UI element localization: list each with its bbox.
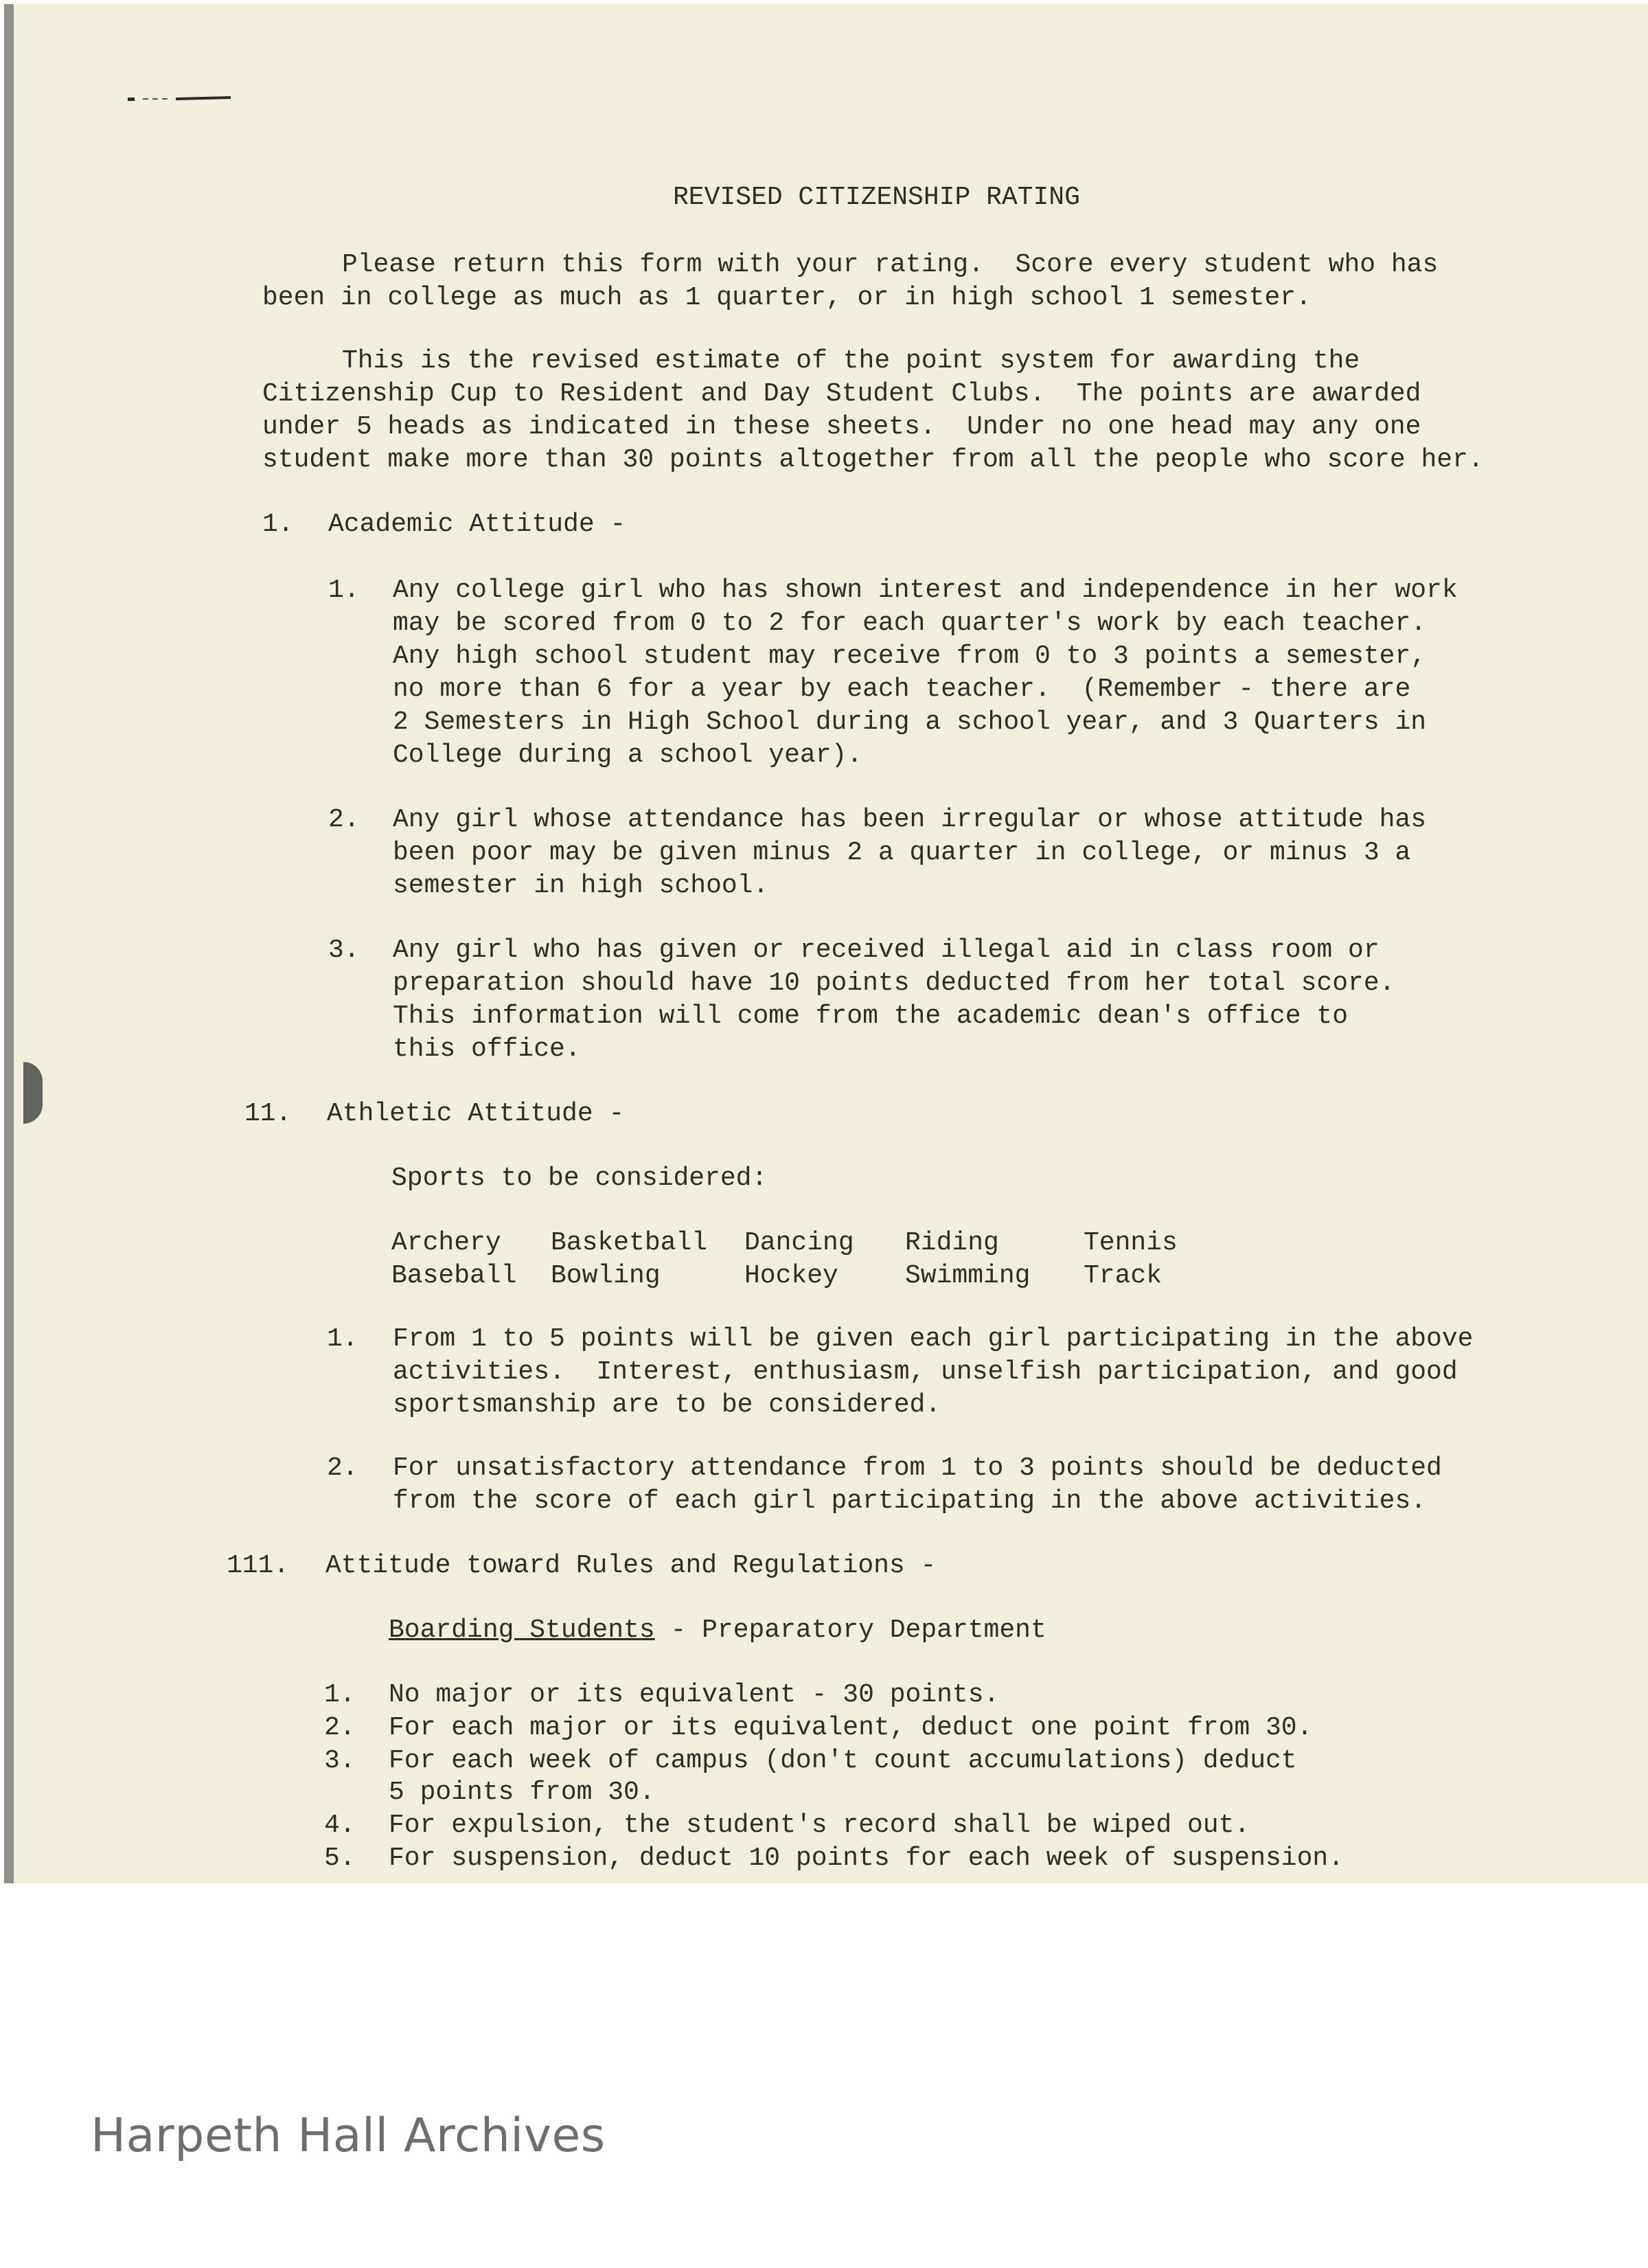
sport-name: Bowling (551, 1261, 661, 1291)
sport-name: Tennis (1084, 1228, 1178, 1258)
sport-name: Swimming (905, 1261, 1031, 1291)
item-line: semester in high school. (393, 871, 769, 900)
item-line: No major or its equivalent - 30 points. (389, 1680, 1000, 1710)
item-line: College during a school year). (393, 740, 863, 770)
intro-2-line: student make more than 30 points altogether from all the people who score her. (262, 445, 1484, 475)
section-number: 11. (244, 1099, 292, 1129)
section-heading-athletic: Athletic Attitude - (327, 1099, 625, 1129)
intro-2-line: This is the revised estimate of the point system for awarding the (342, 346, 1360, 376)
item-line: Any college girl who has shown interest and independence in her work (393, 576, 1458, 605)
item-number: 1. (324, 1680, 356, 1710)
item-number: 4. (324, 1811, 356, 1840)
item-line: This information will come from the academic dean's office to (393, 1001, 1349, 1031)
item-line: sportsmanship are to be considered. (393, 1390, 941, 1420)
item-line: preparation should have 10 points deducted from her total score. (393, 968, 1395, 998)
item-line: been poor may be given minus 2 a quarter in college, or minus 3 a (393, 838, 1411, 867)
item-line: may be scored from 0 to 2 for each quarter's work by each teacher. (393, 609, 1427, 638)
item-number: 2. (327, 1453, 358, 1483)
item-line: For each major or its equivalent, deduct one point from 30. (389, 1713, 1313, 1743)
intro-2-line: Citizenship Cup to Resident and Day Student Clubs. The points are awarded (262, 379, 1421, 409)
sport-name: Dancing (744, 1228, 854, 1258)
item-line: Any girl who has given or received illegal aid in class room or (393, 935, 1380, 965)
item-number: 1. (327, 1324, 358, 1354)
archive-watermark: Harpeth Hall Archives (91, 2109, 606, 2163)
item-line: Any girl whose attendance has been irregular or whose attitude has (393, 805, 1427, 835)
item-line: For unsatisfactory attendance from 1 to 3 points should be deducted (393, 1453, 1442, 1483)
document-title: REVISED CITIZENSHIP RATING (673, 183, 1080, 212)
scanned-page (4, 4, 1648, 1883)
item-line: from the score of each girl participating in the above activities. (393, 1486, 1427, 1516)
sport-name: Track (1084, 1261, 1163, 1291)
item-number: 1. (328, 576, 360, 605)
subheading-underlined: Boarding Students (389, 1615, 655, 1645)
sport-name: Hockey (744, 1261, 838, 1291)
sport-name: Basketball (551, 1228, 708, 1258)
item-number: 5. (324, 1844, 356, 1873)
item-number: 2. (328, 805, 360, 835)
intro-1-line: been in college as much as 1 quarter, or in high school 1 semester. (262, 283, 1312, 313)
intro-2-line: under 5 heads as indicated in these sheets. Under no one head may any one (262, 412, 1421, 442)
item-line: For suspension, deduct 10 points for each week of suspension. (389, 1844, 1344, 1873)
section-heading-rules: Attitude toward Rules and Regulations - (325, 1551, 937, 1580)
subheading-rest: - Preparatory Department (654, 1615, 1046, 1645)
intro-1-line: Please return this form with your rating. Score every student who has (342, 250, 1439, 280)
sport-name: Baseball (391, 1261, 517, 1291)
item-line: 2 Semesters in High School during a school year, and 3 Quarters in (393, 707, 1427, 737)
item-line: For each week of campus (don't count accumulations) deduct (389, 1746, 1297, 1776)
item-line: no more than 6 for a year by each teacher. (Remember - there are (393, 674, 1411, 704)
document-body (14, 4, 1648, 1883)
section-number: 1. (262, 510, 294, 539)
item-line: From 1 to 5 points will be given each girl participating in the above (393, 1324, 1474, 1354)
item-line: 5 points from 30. (389, 1778, 655, 1807)
item-line: this office. (393, 1034, 581, 1064)
section-heading-academic: Academic Attitude - (328, 510, 626, 539)
item-number: 3. (324, 1746, 356, 1776)
sports-label: Sports to be considered: (391, 1164, 768, 1193)
item-line: Any high school student may receive from 0 to 3 points a semester, (393, 642, 1427, 671)
sport-name: Archery (391, 1228, 501, 1258)
item-number: 3. (328, 935, 360, 965)
item-number: 2. (324, 1713, 356, 1743)
item-line: activities. Interest, enthusiasm, unselfish participation, and good (393, 1357, 1458, 1387)
section-number: 111. (227, 1551, 290, 1580)
item-line: For expulsion, the student's record shall be wiped out. (389, 1811, 1250, 1840)
sport-name: Riding (905, 1228, 999, 1258)
boarding-students-subheading (389, 1614, 1046, 1647)
